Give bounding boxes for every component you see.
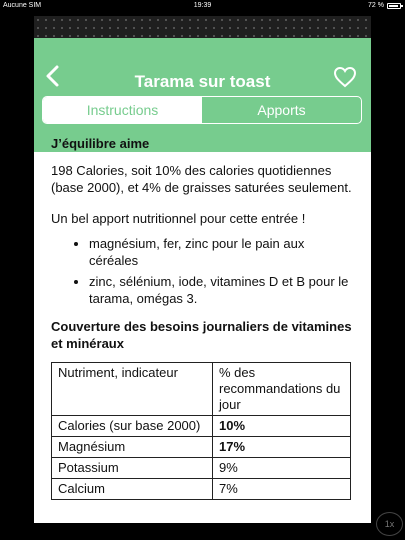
heading-couverture: Couverture des besoins journaliers de vitamines et minéraux	[51, 319, 352, 351]
battery-icon	[387, 3, 401, 9]
calories-paragraph: 198 Calories, soit 10% des calories quotidiennes (base 2000), et 4% de graisses saturées seulement.	[51, 163, 352, 195]
table-header-cell: Nutriment, indicateur	[52, 363, 213, 416]
table-cell-value: 7%	[213, 479, 351, 500]
table-cell-value: 17%	[213, 437, 351, 458]
status-right	[368, 0, 401, 11]
table-cell-value: 10%	[213, 416, 351, 437]
back-arrow-icon[interactable]	[42, 64, 66, 88]
table-cell-name: Calcium	[52, 479, 213, 500]
table-row	[52, 479, 351, 500]
table-row	[52, 416, 351, 437]
tab-instructions[interactable]: Instructions	[43, 97, 202, 123]
zoom-1x-button[interactable]: 1x	[376, 512, 403, 536]
dotted-background	[34, 16, 371, 38]
battery-percent: 72 %	[368, 2, 384, 9]
table-cell-name: Magnésium	[52, 437, 213, 458]
status-bar	[0, 0, 405, 11]
table-cell-value: 9%	[213, 458, 351, 479]
table-cell-name: Calories (sur base 2000)	[52, 416, 213, 437]
heading-equilibre: J’équilibre aime	[51, 136, 150, 151]
clock: 19:39	[193, 2, 212, 9]
app-window	[34, 16, 371, 523]
apport-paragraph: Un bel apport nutritionnel pour cette entrée !	[51, 211, 306, 226]
tab-bar	[42, 96, 362, 124]
list-item: • zinc, sélénium, iode, vitamines D et B pour le tarama, omégas 3.	[89, 273, 353, 307]
table-row	[52, 458, 351, 479]
tab-apports[interactable]: Apports	[257, 102, 306, 118]
list-item: • magnésium, fer, zinc pour le pain aux céréales	[89, 235, 353, 269]
nutrient-list	[51, 235, 353, 307]
table-header-row	[52, 363, 351, 416]
heart-favorite-icon[interactable]	[333, 66, 357, 88]
table-cell-name: Potassium	[52, 458, 213, 479]
nutrient-table	[51, 362, 351, 500]
carrier-label: Aucune SIM	[3, 2, 42, 9]
table-header-cell: % des recommandations du jour	[213, 363, 351, 416]
nutrition-content	[34, 130, 371, 523]
page-title: Tarama sur toast	[134, 72, 271, 91]
table-row	[52, 437, 351, 458]
